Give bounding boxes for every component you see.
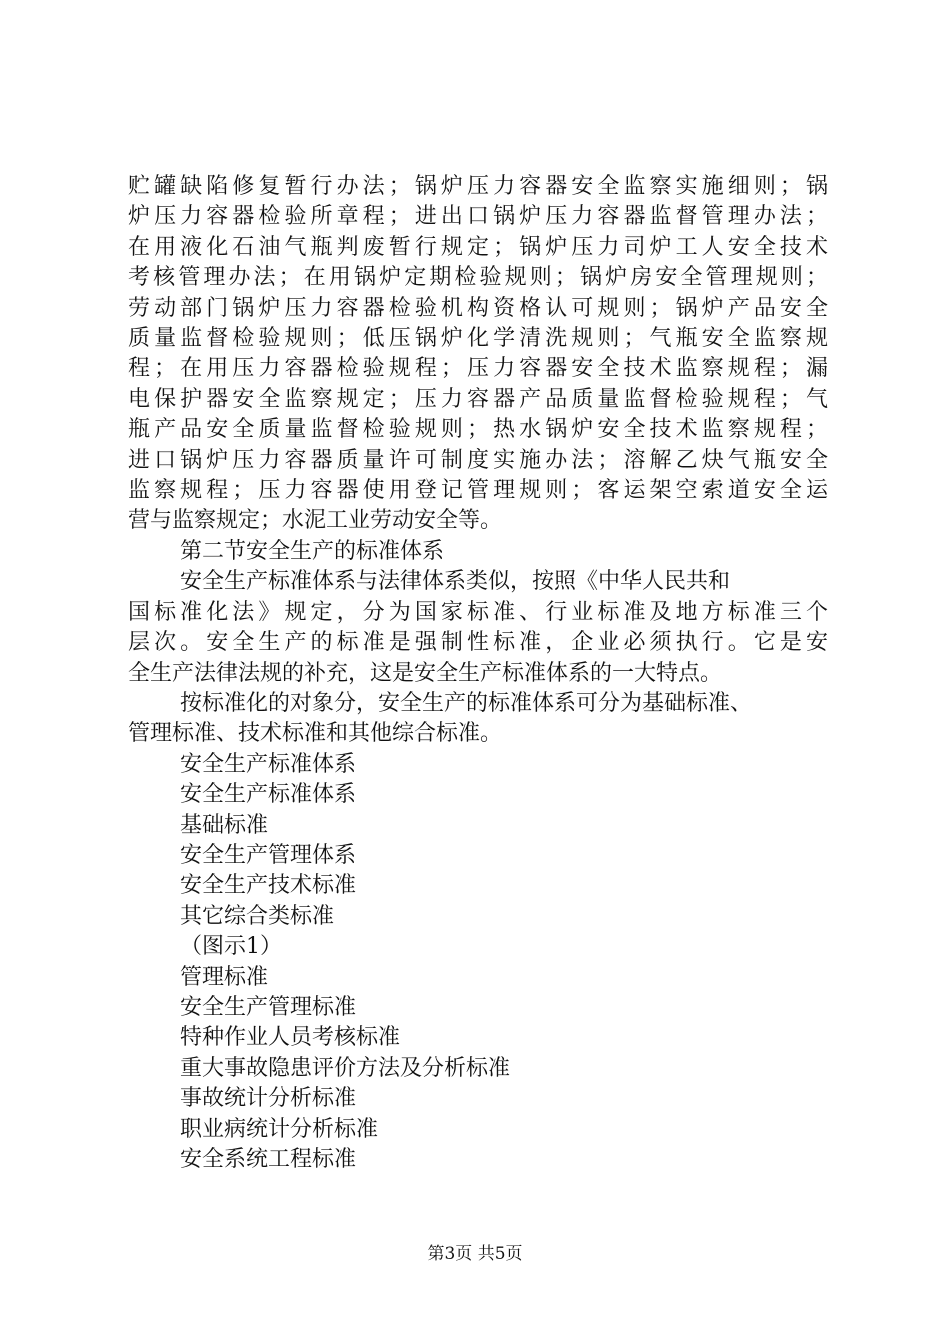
section-heading: 第二节安全生产的标准体系 [180,538,445,564]
page-footer: 第3页 共5页 [427,1244,523,1264]
page-content [128,172,828,1175]
list-item: 安全生产管理标准 [180,994,357,1020]
list-item: 职业病统计分析标准 [180,1116,379,1142]
text-line: 安全生产标准体系与法律体系类似，按照《中华人民共和 [180,569,731,595]
text-line: 层次。安全生产的标准是强制性标准，企业必须执行。它是安 [128,630,828,656]
list-item: 其它综合类标准 [180,903,335,929]
text-line: 管理标准、技术标准和其他综合标准。 [128,721,503,747]
list-item: 事故统计分析标准 [180,1086,357,1112]
text-line: 程；在用压力容器检验规程；压力容器安全技术监察规程；漏 [128,356,828,382]
text-line: 在用液化石油气瓶判废暂行规定；锅炉压力司炉工人安全技术 [128,234,828,260]
list-item: 安全生产管理体系 [180,842,357,868]
text-line: 质量监督检验规则；低压锅炉化学清洗规则；气瓶安全监察规 [128,326,828,352]
text-line: 全生产法律法规的补充，这是安全生产标准体系的一大特点。 [128,660,723,686]
list-item: 重大事故隐患评价方法及分析标准 [180,1055,511,1081]
text-line: 瓶产品安全质量监督检验规则；热水锅炉安全技术监察规程； [128,417,828,443]
list-item: 安全系统工程标准 [180,1147,357,1172]
text-line: 考核管理办法；在用锅炉定期检验规则；锅炉房安全管理规则； [128,265,828,291]
list-item: 特种作业人员考核标准 [180,1025,401,1051]
paragraph-standard-classification [128,689,828,750]
text-line: 营与监察规定；水泥工业劳动安全等。 [128,508,503,534]
text-line: 进口锅炉压力容器质量许可制度实施办法；溶解乙炔气瓶安全 [128,447,828,473]
paragraph-standard-system [128,567,828,689]
list-item: 管理标准 [180,964,269,990]
list-item: 安全生产标准体系 [180,751,357,777]
list-item: 安全生产标准体系 [180,782,357,808]
standards-list [128,750,828,1176]
text-line: 电保护器安全监察规定；压力容器产品质量监督检验规程；气 [128,386,828,412]
text-line: 国标准化法》规定，分为国家标准、行业标准及地方标准三个 [128,599,828,625]
text-line: 监察规程；压力容器使用登记管理规则；客运架空索道安全运 [128,478,828,504]
text-line: 贮罐缺陷修复暂行办法；锅炉压力容器安全监察实施细则；锅 [128,174,828,199]
text-line: 按标准化的对象分，安全生产的标准体系可分为基础标准、 [180,690,753,716]
list-item: 基础标准 [180,812,269,838]
figure-caption: （图示1） [180,934,282,960]
text-line: 劳动部门锅炉压力容器检验机构资格认可规则；锅炉产品安全 [128,295,828,321]
list-item: 安全生产技术标准 [180,873,357,899]
paragraph-regulations-list [128,172,828,537]
text-line: 炉压力容器检验所章程；进出口锅炉压力容器监督管理办法； [128,204,828,230]
